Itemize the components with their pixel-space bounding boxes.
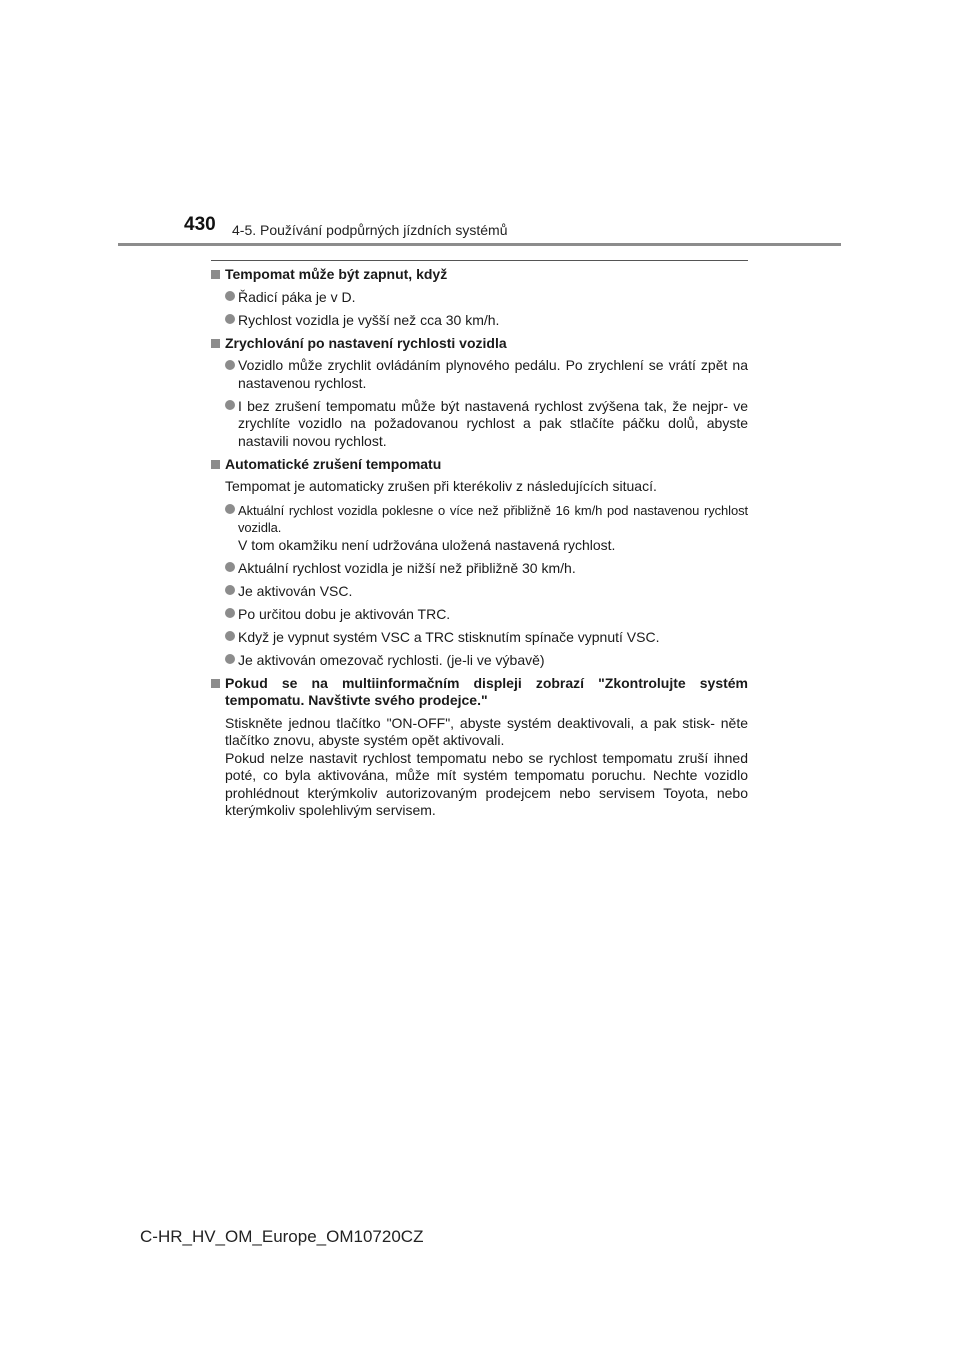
page-content xyxy=(211,266,748,820)
square-bullet-icon xyxy=(211,460,220,469)
list-item: Po určitou dobu je aktivován TRC. xyxy=(225,606,748,624)
list-item: Řadicí páka je v D. xyxy=(225,289,748,307)
chapter-title: 4-5. Používání podpůrných jízdních systémů xyxy=(232,222,508,238)
section-cruise-enable xyxy=(211,266,748,329)
footer-doc-id: C-HR_HV_OM_Europe_OM10720CZ xyxy=(140,1227,424,1246)
section-auto-cancel xyxy=(211,456,748,670)
list-item: Aktuální rychlost vozidla je nižší než přibližně 30 km/h. xyxy=(225,560,748,578)
list-item: Rychlost vozidla je vyšší než cca 30 km/h. xyxy=(225,312,748,330)
circle-bullet-icon xyxy=(225,504,237,516)
list-item: Je aktivován omezovač rychlosti. (je-li ve výbavě) xyxy=(225,652,748,670)
square-bullet-icon xyxy=(211,679,220,688)
circle-bullet-icon xyxy=(225,400,237,412)
list-item: I bez zrušení tempomatu může být nastavená rychlost zvýšena tak, že nejpr- ve zrychlíte vozidlo na požadovanou rychlost a pak stlačíte páčku dolů, abyste nastavili novou rychlost. xyxy=(225,398,748,451)
section-paragraph: Tempomat je automaticky zrušen při kterékoliv z následujících situací. xyxy=(225,478,657,494)
content-rule xyxy=(211,260,748,261)
circle-bullet-icon xyxy=(225,314,237,326)
circle-bullet-icon xyxy=(225,654,237,666)
list-item: Když je vypnut systém VSC a TRC stisknutím spínače vypnutí VSC. xyxy=(225,629,748,647)
section-paragraph: Stiskněte jednou tlačítko "ON-OFF", abyste systém deaktivovali, a pak stisk- něte tlačítko znovu, abyste systém opět aktivovali. Pokud nelze nastavit rychlost tempomatu nebo se rychlost tempomatu zruší ihned poté, co byla aktivována, může mít systém tempomatu poruchu. Nechte vozidlo prohlédnout kterýmkoliv autorizovaným prodejcem nebo servisem Toyota, nebo kterýmkoliv spolehlivým servisem. xyxy=(225,714,748,818)
square-bullet-icon xyxy=(211,339,220,348)
circle-bullet-icon xyxy=(225,631,237,643)
circle-bullet-icon xyxy=(225,585,237,597)
list-item: Je aktivován VSC. xyxy=(225,583,748,601)
section-acceleration xyxy=(211,335,748,451)
section-heading: Tempomat může být zapnut, když xyxy=(211,266,748,284)
section-system-warning xyxy=(211,675,748,820)
section-heading: Automatické zrušení tempomatu xyxy=(211,456,748,474)
circle-bullet-icon xyxy=(225,291,237,303)
circle-bullet-icon xyxy=(225,360,237,372)
section-heading: Pokud se na multiinformačním displeji zobrazí "Zkontrolujte systém tempomatu. Navštivte svého prodejce." xyxy=(211,675,748,710)
section-heading: Zrychlování po nastavení rychlosti vozidla xyxy=(211,335,748,353)
list-item: Vozidlo může zrychlit ovládáním plynového pedálu. Po zrychlení se vrátí zpět na nastavenou rychlost. xyxy=(225,357,748,392)
circle-bullet-icon xyxy=(225,608,237,620)
list-item: Aktuální rychlost vozidla poklesne o více než přibližně 16 km/h pod nastavenou rychlost vozidla. V tom okamžiku není udržována uložená nastavená rychlost. xyxy=(225,502,748,555)
page-number: 430 xyxy=(184,214,216,235)
header-rule xyxy=(118,243,841,246)
circle-bullet-icon xyxy=(225,562,237,574)
square-bullet-icon xyxy=(211,270,220,279)
